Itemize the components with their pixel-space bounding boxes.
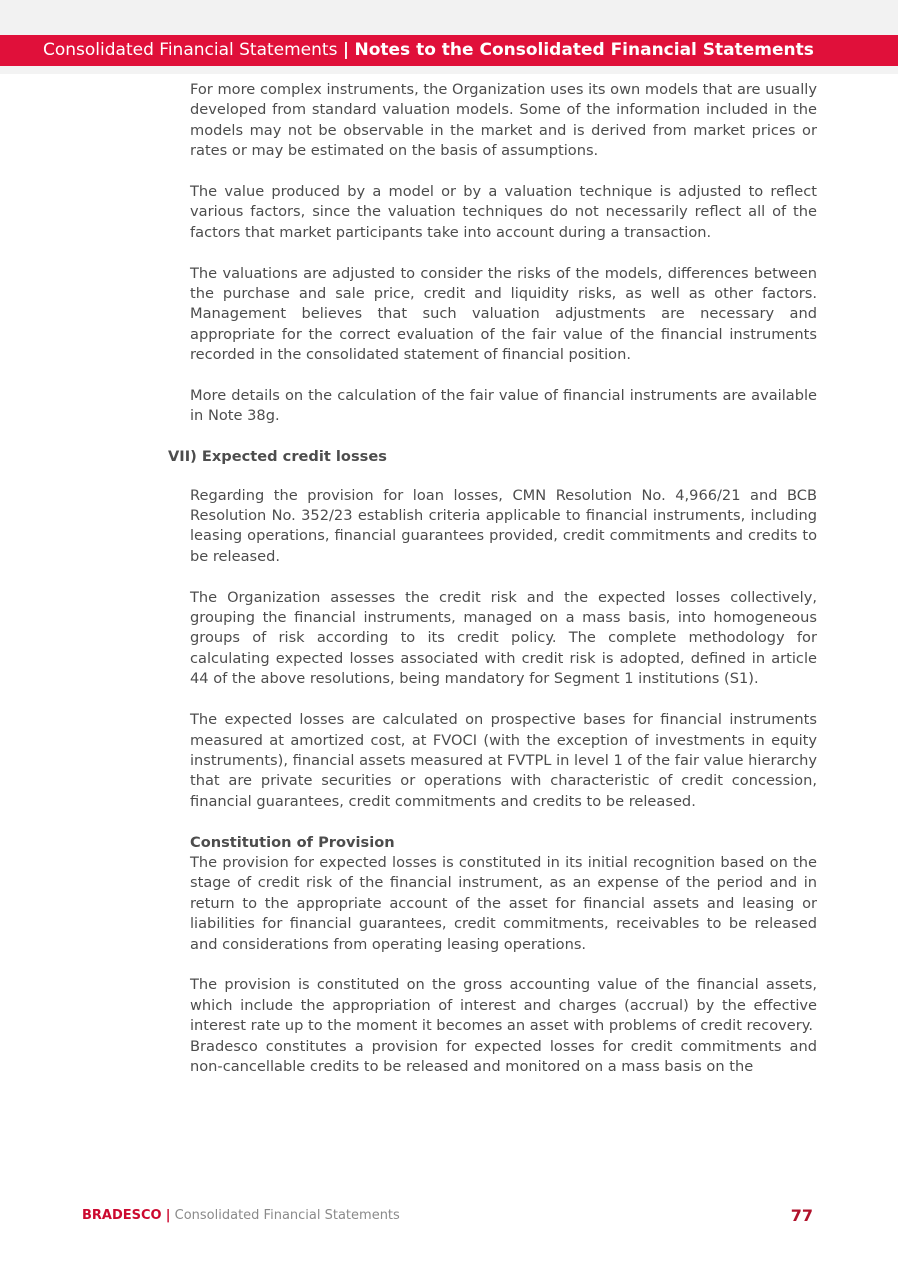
header-shadow [0,66,898,74]
footer-brand: BRADESCO [82,1208,162,1223]
page-number: 77 [790,1206,813,1225]
paragraph-provision-recognition: The provision for expected losses is constituted in its initial recognition based on the stage of credit risk of the financial instrument, as an expense of the period and in return to the appropriate account of the asset for financial assets and leasing or liabilities for financial guarantees, credit commitments, receivables to be released and considerations from operating leasing operations. [190,853,817,953]
paragraph-gross-value: The provision is constituted on the gross accounting value of the financial assets, which include the appropriation of interest and charges (accrual) by the effective interest rate up to the moment it becomes an asset with problems of credit recovery. [190,976,817,1035]
top-band [0,0,898,35]
paragraph-note-reference: More details on the calculation of the fair value of financial instruments are available in Note 38g. [190,387,817,425]
paragraph-model-adjustment: The value produced by a model or by a valuation technique is adjusted to reflect various factors, since the valuation techniques do not necessarily reflect all of the factors that market participants take into account during a transaction. [190,183,817,241]
paragraph-valuation-adjustments: The valuations are adjusted to consider the risks of the models, differences between the purchase and sale price, credit and liquidity risks, as well as other factors. Management believes that such valuation adjustments are necessary and appropriate for the correct evaluation of the fair value of the financial instruments recorded in the consolidated statement of financial position. [190,264,817,364]
paragraph-credit-risk-assessment: The Organization assesses the credit risk and the expected losses collectively, grouping the financial instruments, managed on a mass basis, into homogeneous groups of risk according to its credit policy. The complete methodology for calculating expected losses associated with credit risk is adopted, defined in article 44 of the above resolutions, being mandatory for Segment 1 institutions (S1). [190,588,817,688]
page-body [168,80,817,1077]
footer-document-title: Consolidated Financial Statements [174,1208,400,1223]
paragraph-provision-regulation: Regarding the provision for loan losses, CMN Resolution No. 4,966/21 and BCB Resolution No. 352/23 establish criteria applicable to financial instruments, including leasing operations, financial guarantees provided, credit commitments and credits to be released. [190,486,817,565]
page-header [0,35,898,66]
paragraph-expected-losses-basis: The expected losses are calculated on prospective bases for financial instruments measured at amortized cost, at FVOCI (with the exception of investments in equity instruments), financial assets measured at FVTPL in level 1 of the fair value hierarchy that are private securities or operations with characteristic of credit concession, financial guarantees, credit commitments and credits to be released. [190,711,817,810]
paragraph-credit-commitments: Bradesco constitutes a provision for expected losses for credit commitments and non-cancellable credits to be released and monitored on a mass basis on the [190,1037,817,1075]
footer-separator: | [165,1208,171,1223]
header-separator: | [342,40,350,60]
header-text [43,35,814,66]
header-section-title: Consolidated Financial Statements [43,40,338,60]
subsection-heading-constitution: Constitution of Provision [190,833,395,851]
header-chapter-title: Notes to the Consolidated Financial Statements [354,40,814,60]
section-heading-expected-credit-losses: VII) Expected credit losses [168,448,387,466]
page-footer [82,1205,817,1227]
paragraph-complex-instruments: For more complex instruments, the Organization uses its own models that are usually developed from standard valuation models. Some of the information included in the models may not be observable in the market and is derived from market prices or rates or may be estimated on the basis of assumptions. [190,81,817,160]
